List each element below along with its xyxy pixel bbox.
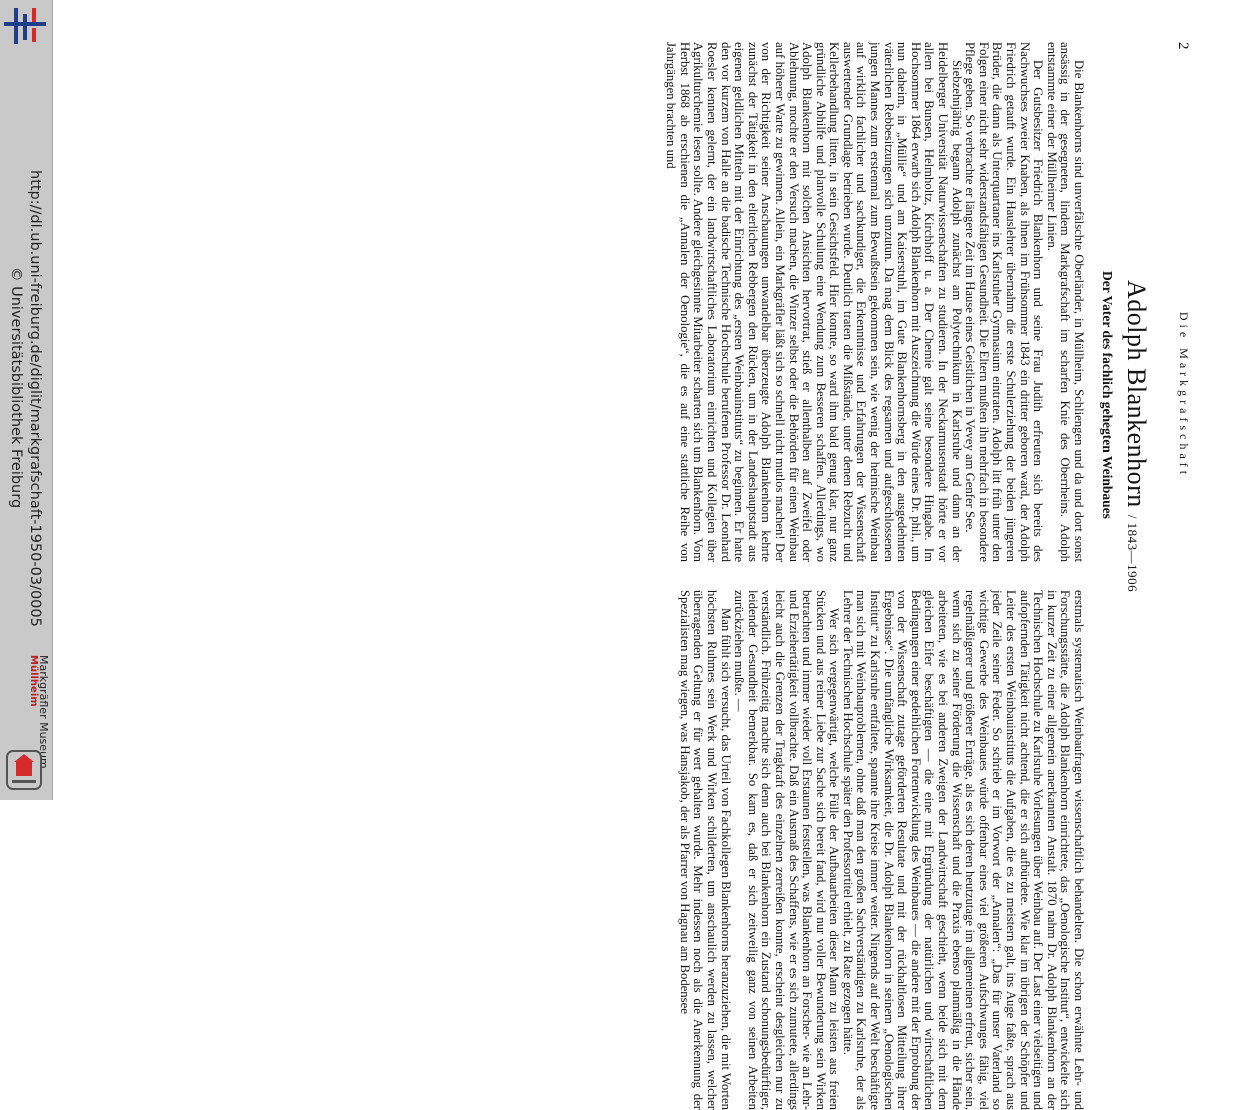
paragraph: Wer sich vergegenwärtigt, welche Fülle der Aufbauarbeiten dieser Mann zu leisten aus freien Stücken und aus reiner Liebe zur Sache sich bereit fand, wird nur voller Bewunderung sein Wirken betrachten und immer wieder voll Erstaunen feststellen, was Blankenhorn an Forscher- wie an Lehr- und Erziehertätigkeit vollbrachte. Daß ein Ausmaß des Schaffens, wie er es sich zumutete, allerdings leicht auch die Grenzen der Tragkraft des einzelnen zerreißen konnte, erscheint desgleichen nur zu verständlich. Frühzeitig machte sich denn auch bei Blankenhorn ein Zustand schonungsbedürftiger, leidender Gesundheit bemerkbar. So kam es, daß er sich zeitweilig ganz von seinen Arbeiten zurückziehen mußte. — bbox=[732, 590, 842, 1110]
article-subtitle: Der Vater des fachlich gehegten Weinbaues bbox=[1100, 271, 1115, 519]
paragraph: Der Gutsbesitzer Friedrich Blankenhorn und seine Frau Judith erfreuten sich bereits des Nachwuchses zweier Knaben, als ihnen im Frühsommer 1843 ein dritter geboren ward, der Adolph Friedrich getauft wurde. Ein Hauslehrer übernahm die erste Schulerziehung der beiden jüngeren Brüder, die dann als Unterquartaner ins Karlsruher Gymnasium eintraten. Adolph litt früh unter den Folgen einer nicht sehr widerstandsfähigen Gesundheit. Die Eltern mußten ihn mehrfach in besondere Pflege geben. So verbrachte er längere Zeit im Hause eines Geistlichen in Vevey am Genfer See. bbox=[963, 42, 1046, 562]
paragraph: erstmals systematisch Weinbaufragen wissenschaftlich behandelten. Die schon erwähnte Lehr- und Forschungsstätte, die Adolph Blankenhorn einrichtete, das „Oenologische Institut“, entwickelte sich in kurzer Zeit zu einer allgemein anerkannten Anstalt. 1870 nahm Dr. Adolph Blankenhorn an der Technischen Hochschule zu Karlsruhe Vorlesungen über Weinbau auf. Der Last einer vielseitigen und aufopfernden Tätigkeit nicht achtend, die er sich aufbürdete. Wie klar im übrigen der Schöpfer und Leiter des ersten Weinbauinstituts die Aufgaben, die es zu meistern galt, ins Auge faßte, sprach aus jeder Zeile seiner Feder. So schrieb er im Vorwort der „Annalen“: „Das für unser Vaterland so wichtige Gewerbe des Weinbaues würde offenbar eines viel größeren Aufschwunges fähig, viel regelmäßigerer und größerer Erträge, als es sich deren heutzutage im allgemeinen erfreut, sicher sein, wenn sich zu seiner Förderung die Wissenschaft und die Praxis ebenso planmäßig in die Hände arbeiteten, wie es bei anderen Zweigen der Landwirtschaft geschieht, wenn beide sich mit dem gleichen Eifer beschäftigten — die eine mit Ergründung der natürlichen und wirtschaftlichen Bedingungen einer gedeihlichen Fortentwicklung des Weinbaues — die andere mit der Erprobung der von der Wissenschaft zutage geförderten Resultate und mit der rückhaltlosen Mitteilung ihrer Ergebnisse“. Die umfängliche Wirksamkeit, die Dr. Adolph Blankenhorn in seinem „Oenologischen Institut“ zu Karlsruhe entfaltete, spannte ihre Kreise immer weiter. Nirgends auf der Welt beschäftigte man sich mit Weinbauproblemen, ohne daß man den großen Sachverständigen zu Karlsruhe, der als Lehrer der Technischen Hochschule später den Professortitel erhielt, zu Rate gezogen hätte. bbox=[840, 590, 1086, 1110]
article-title-name: Adolph Blankenhorn bbox=[1122, 280, 1151, 508]
university-logo-icon bbox=[4, 6, 46, 46]
article-title bbox=[1121, 280, 1151, 592]
article-title-years: / 1843—1906 bbox=[1125, 514, 1140, 593]
museum-name: Markgräfler Museum bbox=[37, 655, 50, 769]
paragraph: Man fühlt sich versucht, das Urteil von Fachkollegen Blankenhorns heranzuziehen, die mit Worten höchsten Ruhmes sein Werk und Wirken schilderten, um anschaulich werden zu lassen, welcher überragenden Geltung er für wert gehalten wurde. Mehr indessen noch als die Anerkennung der Spezialisten mag wiegen, was Hansjakob, der als Pfarrer von Hagnau am Bodensee bbox=[677, 590, 733, 1110]
paragraph: Siebzehnjährig begann Adolph zunächst am Polytechnikum in Karlsruhe und dann an der Heidelberger Universität Naturwissenschaften zu studieren. In der Neckarmusenstadt hörte er vor allem bei Bunsen, Helmholtz, Kirchhoff u. a. Der Chemie galt seine besondere Hingabe. Im Hochsommer 1864 erwarb sich Adolph Blankenhorn mit Auszeichnung die Würde eines Dr. phil., um nun daheim, in „Müllie“ und am Kaiserstuhl, im Gute Blankenhornsberg in den ausgedehnten väterlichen Rebbesitzungen sich umzutun. Da mag dem Blick des regsamen und aufgeschlossenen jungen Mannes zum erstenmal zum Bewußtsein gekommen sein, wie wenig der heimische Weinbau auf wirklich fachlicher und sachkundiger, die Erkenntnisse und Erfahrungen der Wissenschaft auswertender Grundlage betrieben wurde. Deutlich traten die Mißstände, unter denen Rebzucht und Kellerbehandlung litten, in sein Gesichtsfeld. Hier konnte, so ward ihm bald genug klar, nur ganz gründliche Abhilfe und planvolle Schulung eine Wendung zum Besseren schaffen. Allerdings, wo Adolph Blankenhorn mit solchen Ansichten hervortrat, stieß er allenthalben auf Zweifel oder Ablehnung, mochte er den Versuch machen, die Winzer selbst oder die Behörden für einen Weinbau auf höherer Warte zu gewinnen. Allein, ein Markgräfler läßt sich so schnell nicht mutlos machen! Der von der Richtigkeit seiner Anschauungen unwandelbar überzeugte Adolph Blankenhorn kehrte zunächst der Tätigkeit in den elterlichen Rebbergen den Rücken, um in der Landeshauptstadt aus eigenen geldlichen Mitteln mit der Einrichtung des „ersten Weinbauinstituts“ zu beginnen. Er hatte den vor kurzem von Halle an die badische Technische Hochschule berufenen Professor Dr. Leonhard Roesler kennen gelernt, der ein landwirtschaftliches Laboratorium einrichten und Kollegien über Agrikulturchemie lesen sollte. Andere gleichgesinnte Mitarbeiter scharten sich um Blankenhorn. Vom Herbst 1868 ab erschienen die „Annalen der Oenologie“, die es auf eine stattliche Reihe von Jahrgängen brachten und bbox=[664, 42, 964, 562]
copyright-notice: © Universitätsbibliothek Freiburg bbox=[8, 267, 24, 509]
museum-logo-icon bbox=[4, 748, 44, 792]
document-url[interactable]: http://dl.ub.uni-freiburg.de/diglit/markgrafschaft-1950-03/0005 bbox=[27, 170, 43, 627]
text-column-left bbox=[664, 42, 1085, 562]
running-head: Die Markgrafschaft bbox=[1177, 311, 1191, 479]
book-page bbox=[87, 40, 1191, 1110]
page-number: 2 bbox=[1175, 42, 1191, 50]
viewer-sidebar bbox=[0, 0, 53, 800]
text-column-right bbox=[677, 590, 1085, 1110]
paragraph: Die Blankenhorns sind unverfälschte Oberländer, in Müllheim, Schliengen und da und dort sonst ansässig in der gesegneten, lindem Markgrafschaft im scharfen Knie des Oberrheins. Adolph entstammte einer der Müllheimer Linien. bbox=[1044, 42, 1086, 562]
museum-city: Müllheim bbox=[28, 655, 39, 707]
